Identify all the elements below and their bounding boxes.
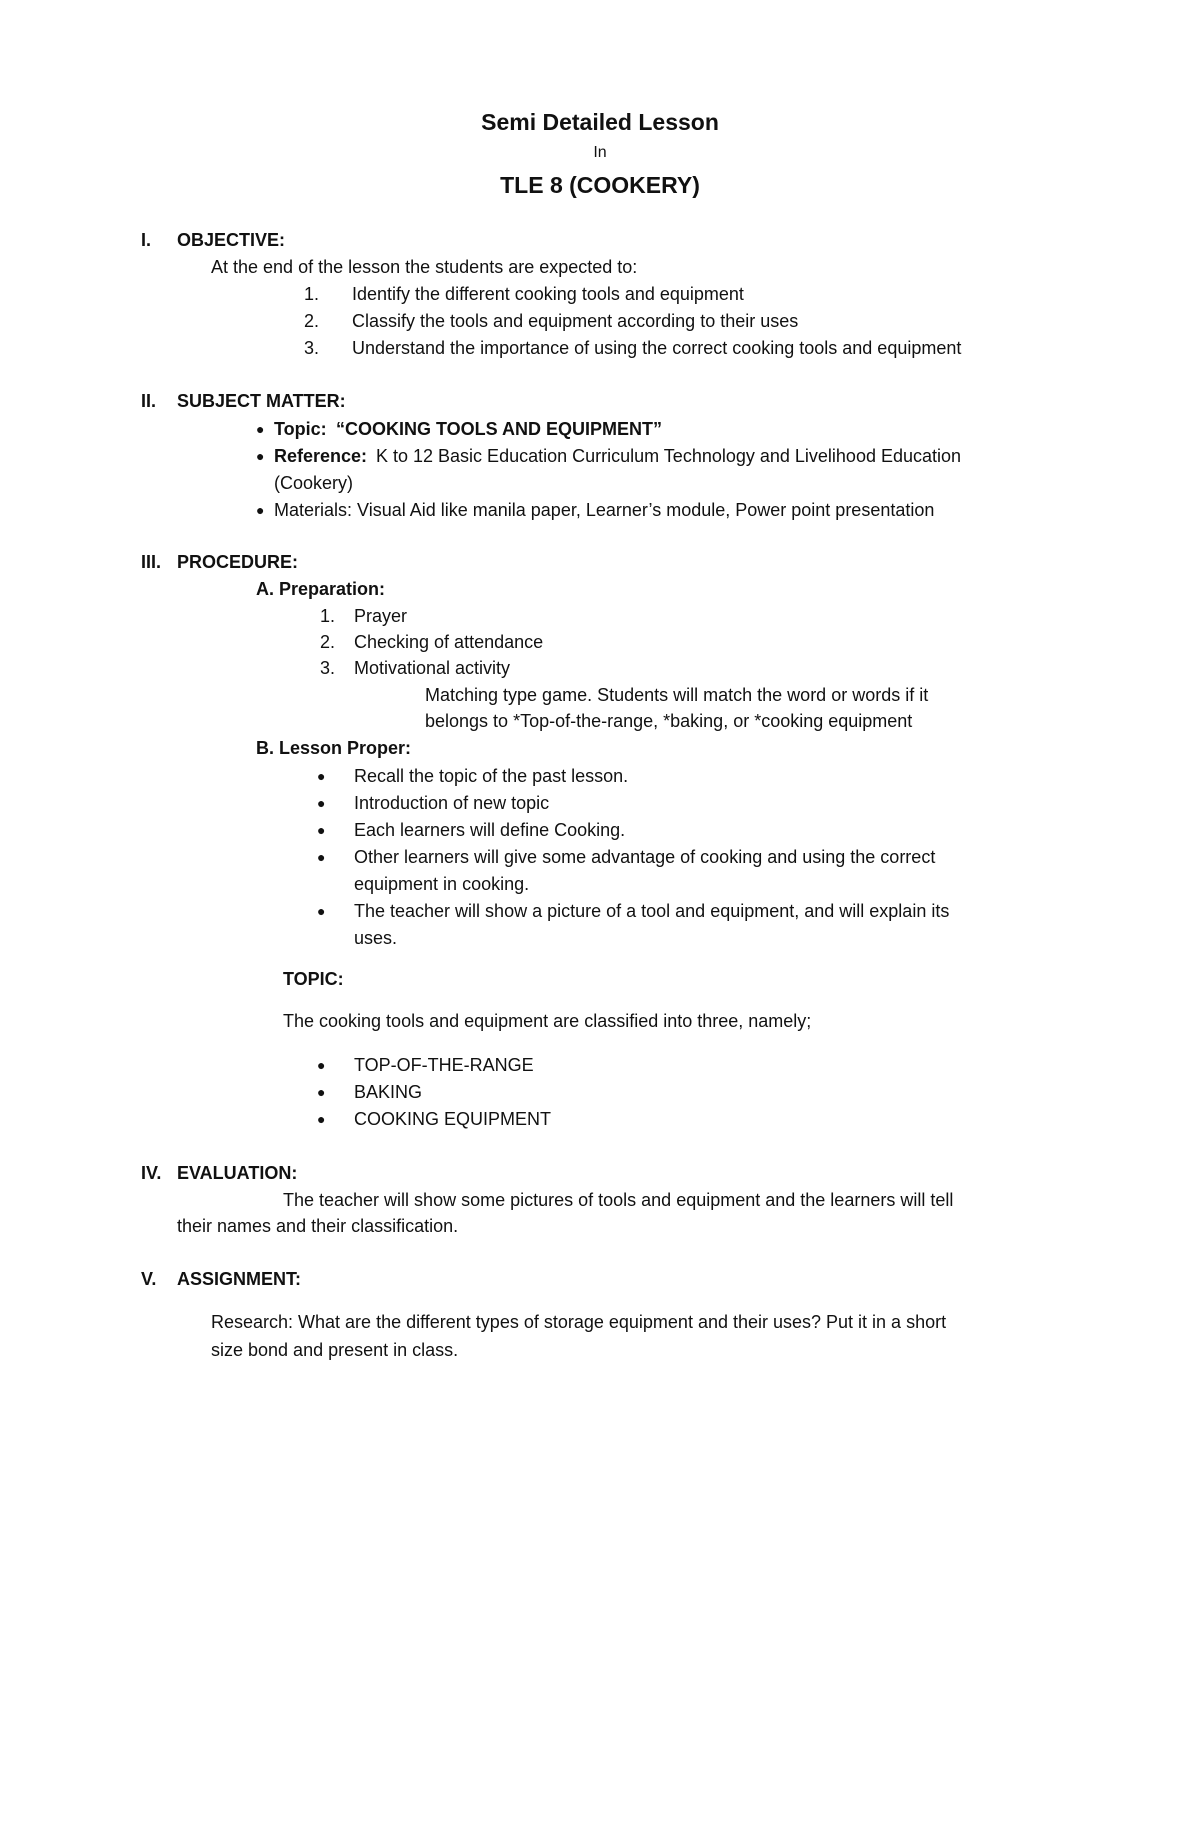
bullet-icon: ● [317,1057,326,1073]
assignment-text: Research: What are the different types of storage equipment and their uses? Put it in a short [211,1312,947,1332]
lesson-item-text: Recall the topic of the past lesson. [354,766,629,786]
materials-text: Materials: Visual Aid like manila paper, Learner’s module, Power point presentation [274,500,935,520]
topic-intro: The cooking tools and equipment are classified into three, namely; [283,1011,812,1031]
preparation-item-text: Prayer [354,606,408,626]
section-number-assignment: V. [141,1269,157,1289]
section-heading-subject-matter: SUBJECT MATTER: [177,391,346,411]
bullet-icon: ● [317,768,326,784]
subject-title: TLE 8 (COOKERY) [500,172,700,198]
bullet-icon: ● [256,502,265,518]
preparation-item-text: Checking of attendance [354,632,544,652]
objective-item-text: Understand the importance of using the correct cooking tools and equipment [352,338,962,358]
bullet-icon: ● [317,849,326,865]
evaluation-text: The teacher will show some pictures of tools and equipment and the learners will tell [283,1190,954,1210]
category-item: TOP-OF-THE-RANGE [354,1055,534,1075]
bullet-icon: ● [317,795,326,811]
preparation-item-number: 3. [320,658,336,678]
section-number-subject-matter: II. [141,391,157,411]
bullet-icon: ● [317,903,326,919]
objective-item-number: 2. [304,311,320,331]
lesson-item-text: Other learners will give some advantage of cooking and using the correct [354,847,936,867]
section-heading-objective: OBJECTIVE: [177,230,286,250]
bullet-icon: ● [317,1084,326,1100]
section-number-objective: I. [141,230,152,250]
preparation-item-number: 2. [320,632,336,652]
topic-heading: TOPIC: [283,969,344,989]
reference-label: Reference: [274,446,368,466]
section-heading-evaluation: EVALUATION: [177,1163,298,1183]
lesson-item-text: Each learners will define Cooking. [354,820,626,840]
preparation-label: A. Preparation: [256,579,386,599]
objective-item-number: 3. [304,338,320,358]
topic-label: Topic: [274,419,327,439]
bullet-icon: ● [317,822,326,838]
page-title: Semi Detailed Lesson [481,109,719,135]
lesson-proper-label: B. Lesson Proper: [256,738,412,758]
section-heading-procedure: PROCEDURE: [177,552,299,572]
motivation-description: Matching type game. Students will match the word or words if it [425,685,929,705]
page-subtitle: In [593,144,607,161]
reference-value-continued: (Cookery) [274,473,354,493]
reference-value: K to 12 Basic Education Curriculum Technology and Livelihood Education [376,446,962,466]
preparation-item-text: Motivational activity [354,658,511,678]
bullet-icon: ● [256,421,265,437]
lesson-item-text: Introduction of new topic [354,793,550,813]
topic-value: “COOKING TOOLS AND EQUIPMENT” [336,419,663,439]
section-heading-assignment: ASSIGNMENT: [177,1269,302,1289]
motivation-description-continued: belongs to *Top-of-the-range, *baking, or *cooking equipment [425,711,913,731]
lesson-item-text: The teacher will show a picture of a tool and equipment, and will explain its [354,901,950,921]
bullet-icon: ● [317,1111,326,1127]
evaluation-text-continued: their names and their classification. [177,1216,459,1236]
bullet-icon: ● [256,448,265,464]
objective-item-text: Classify the tools and equipment according to their uses [352,311,799,331]
section-number-evaluation: IV. [141,1163,162,1183]
section-number-procedure: III. [141,552,162,572]
objective-item-number: 1. [304,284,320,304]
assignment-text-continued: size bond and present in class. [211,1340,459,1360]
lesson-item-text-continued: equipment in cooking. [354,874,530,894]
lesson-item-text-continued: uses. [354,928,398,948]
objective-item-text: Identify the different cooking tools and equipment [352,284,744,304]
objective-intro: At the end of the lesson the students are expected to: [211,257,638,277]
category-item: BAKING [354,1082,423,1102]
preparation-item-number: 1. [320,606,336,626]
category-item: COOKING EQUIPMENT [354,1109,552,1129]
